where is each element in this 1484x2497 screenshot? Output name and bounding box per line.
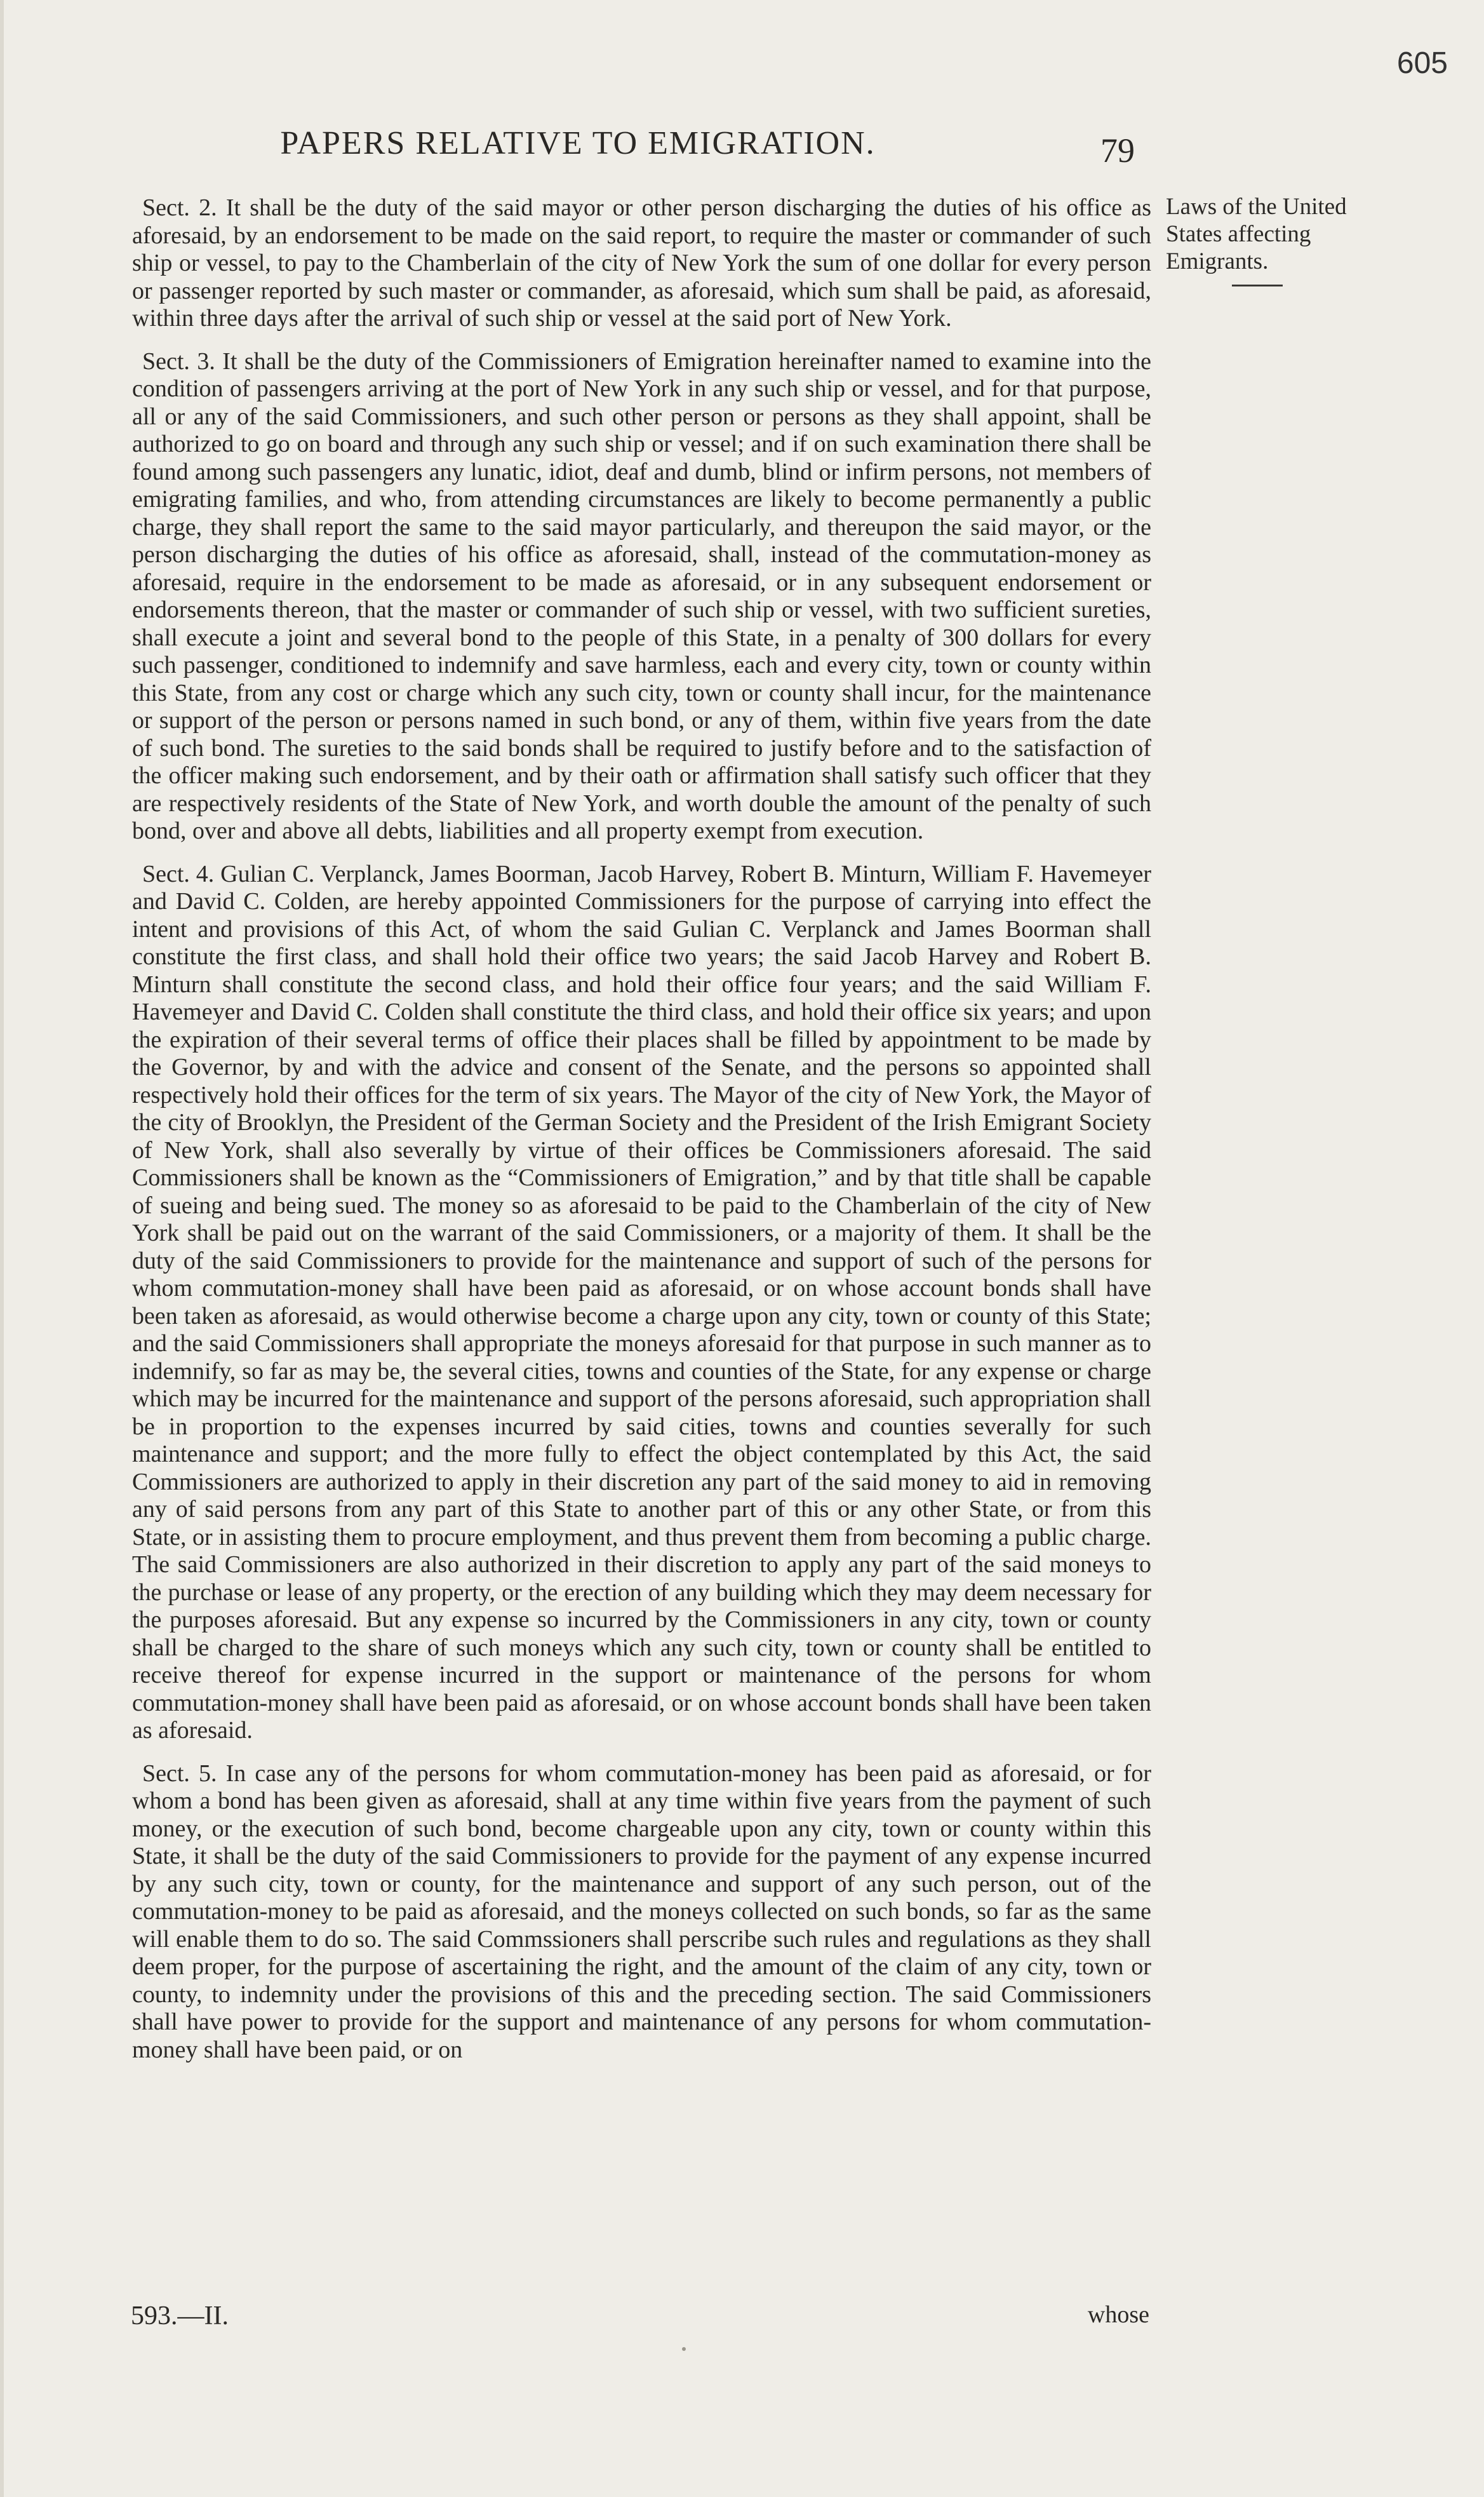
section-4-paragraph: Sect. 4. Gulian C. Verplanck, James Boorman, Jacob Harvey, Robert B. Minturn, William F. Havemeyer and David C. Colden, are hereby appointed Commissioners for the purpose of carrying into effect the intent and provisions of this Act, of whom the said Gulian C. Verplanck and James Boorman shall constitute the first class, and shall hold their office two years; the said Jacob Harvey and Robert B. Minturn shall constitute the second class, and hold their office four years; and the said William F. Havemeyer and David C. Colden shall constitute the third class, and hold their office six years; and upon the expiration of their several terms of office their places shall be filled by appointment to be made by the Governor, by and with the advice and consent of the Senate, and the persons so appointed shall respectively hold their offices for the term of six years. The Mayor of the city of New York, the Mayor of the city of Brooklyn, the President of the German Society and the President of the Irish Emigrant Society of New York, shall also severally by virtue of their offices be Commissioners aforesaid. The said Commissioners shall be known as the “Commissioners of Emigration,” and by that title shall be capable of sueing and being sued. The money so as aforesaid to be paid to the Chamberlain of the city of New York shall be paid out on the warrant of the said Commissioners, or a majority of them. It shall be the duty of the said Commissioners to provide for the maintenance and support of such of the persons for whom commutation-money shall have been paid as aforesaid, or on whose account bonds shall have been taken as aforesaid, as would otherwise become a charge upon any city, town or county of this State; and the said Commissioners shall appropriate the moneys aforesaid for that purpose in such manner as to indemnify, so far as may be, the several cities, towns and counties of the State, for any expense or charge which may be incurred for the maintenance and support of the persons aforesaid, such appropriation shall be in proportion to the expenses incurred by said cities, towns and counties severally for such maintenance and support; and the more fully to effect the object contemplated by this Act, the said Commissioners are authorized to apply in their discretion any part of the said money to aid in removing any of said persons from any part of this State to another part of this or any other State, or from this State, or in assisting them to procure employment, and thus prevent them from becoming a public charge. The said Commissioners are also authorized in their discretion to apply any part of the said moneys to the purchase or lease of any property, or the erection of any building which they may deem necessary for the purposes aforesaid. But any expense so incurred by the Commissioners in any city, town or county shall be charged to the share of such moneys which any such city, town or county shall be entitled to receive thereof for expense incurred in the support or maintenance of the persons for whom commutation-money shall have been paid as aforesaid, or on whose account bonds shall have been taken as aforesaid. <box>132 860 1151 1744</box>
page-number: 79 <box>1100 131 1135 170</box>
signature-mark: 593.—II. <box>131 2301 229 2331</box>
section-2-paragraph: Sect. 2. It shall be the duty of the said mayor or other person discharging the duties of his office as aforesaid, by an endorsement to be made on the said report, to require the master or commander of such ship or vessel, to pay to the Chamberlain of the city of New York the sum of one dollar for every person or passenger reported by such master or commander, as aforesaid, which sum shall be paid, as aforesaid, within three days after the arrival of such ship or vessel at the said port of New York. <box>132 194 1151 332</box>
paper-speck <box>682 2347 686 2351</box>
body-text <box>132 194 1151 2079</box>
catchword: whose <box>1087 2301 1149 2328</box>
section-5-paragraph: Sect. 5. In case any of the persons for whom commutation-money has been paid as aforesaid, or for whom a bond has been given as aforesaid, shall at any time within five years from the payment of such money, or the execution of such bond, become chargeable upon any city, town or county within this State, it shall be the duty of the said Commissioners to provide for the payment of any expense incurred by any such city, town or county, for the maintenance and support of any such person, out of the commutation-money to be paid as aforesaid, and the moneys collected on such bonds, so far as the same will enable them to do so. The said Commssioners shall perscribe such rules and regulations as they shall deem proper, for the purpose of ascertaining the right, and the amount of the claim of any city, town or county, to indemnity under the provisions of this and the preceding section. The said Commissioners shall have power to provide for the support and maintenance of any persons for whom commutation-money shall have been paid, or on <box>132 1760 1151 2063</box>
document-page-number: 605 <box>1396 46 1448 80</box>
page-edge <box>0 0 4 2497</box>
running-title: PAPERS RELATIVE TO EMIGRATION. <box>280 125 876 161</box>
margin-note: Laws of the United States affecting Emigrants. <box>1166 194 1347 274</box>
margin-note-rule <box>1232 285 1283 286</box>
section-3-paragraph: Sect. 3. It shall be the duty of the Commissioners of Emigration hereinafter named to examine into the condition of passengers arriving at the port of New York in any such ship or vessel, and for that purpose, all or any of the said Commissioners, and such other person or persons as they shall appoint, shall be authorized to go on board and through any such ship or vessel; and if on such examination there shall be found among such passengers any lunatic, idiot, deaf and dumb, blind or infirm persons, not members of emigrating families, and who, from attending circumstances are likely to become permanently a public charge, they shall report the same to the said mayor particularly, and thereupon the said mayor, or the person discharging the duties of his office as aforesaid, shall, instead of the commutation-money as aforesaid, require in the endorsement to be made as aforesaid, or in any subsequent endorsement or endorsements thereon, that the master or commander of such ship or vessel, with two sufficient sureties, shall execute a joint and several bond to the people of this State, in a penalty of 300 dollars for every such passenger, conditioned to indemnify and save harmless, each and every city, town or county within this State, from any cost or charge which any such city, town or county shall incur, for the maintenance or support of the person or persons named in such bond, or any of them, within five years from the date of such bond. The sureties to the said bonds shall be required to justify before and to the satisfaction of the officer making such endorsement, and by their oath or affirmation shall satisfy such officer that they are respectively residents of the State of New York, and worth double the amount of the penalty of such bond, over and above all debts, liabilities and all property exempt from execution. <box>132 347 1151 844</box>
